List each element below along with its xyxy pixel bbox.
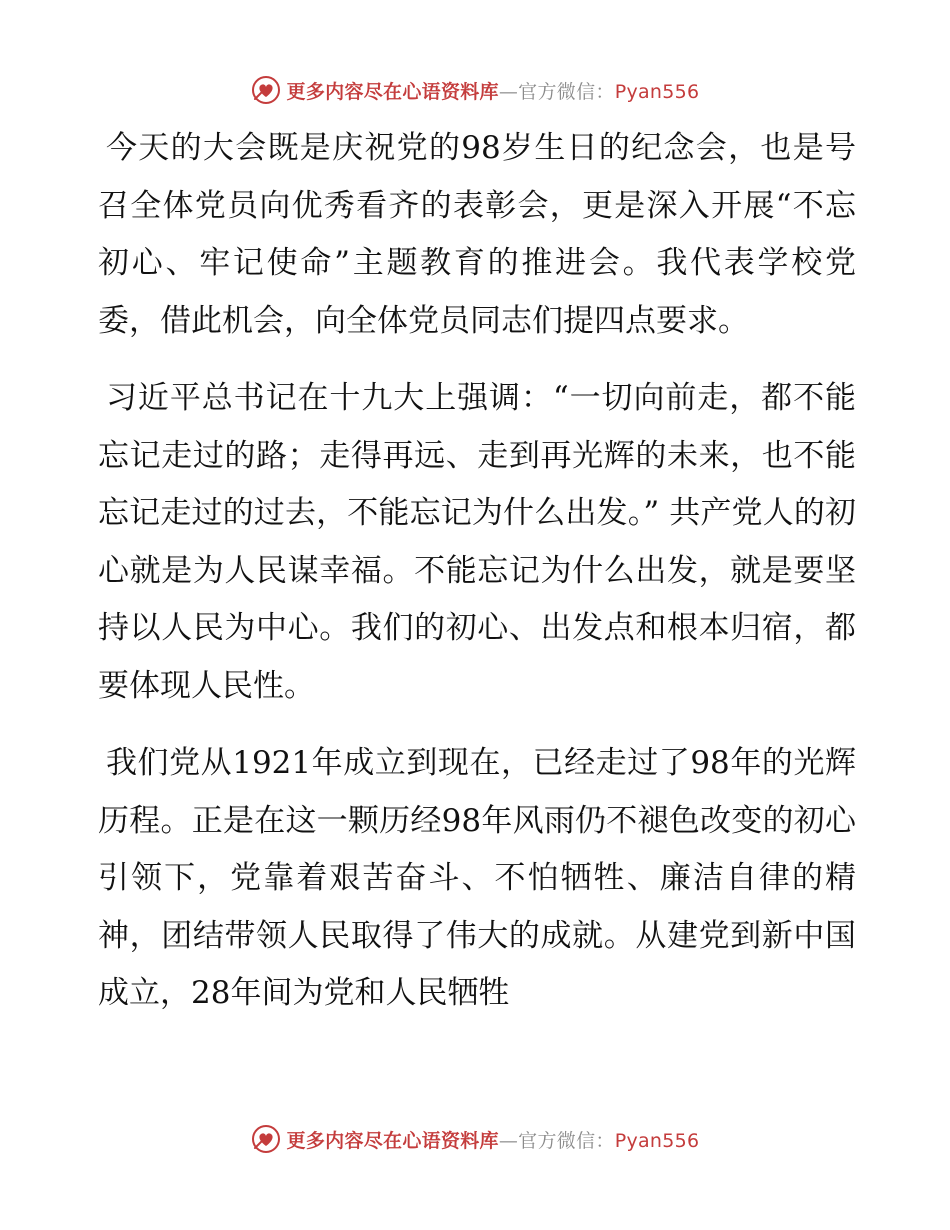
document-body (98, 120, 856, 1023)
watermark-separator: — (498, 1129, 519, 1152)
header-watermark-text (287, 77, 700, 104)
watermark-wechat-label: 官方微信： (518, 1129, 615, 1152)
heart-logo-icon (251, 75, 281, 105)
footer-watermark-text (287, 1126, 700, 1153)
heart-logo-icon (251, 1124, 281, 1154)
watermark-wechat-id: Pyan556 (614, 1129, 700, 1152)
paragraph: 我们党从1921年成立到现在，已经走过了98年的光辉历程。正是在这一颗历经98年风雨仍不褪色改变的初心引领下，党靠着艰苦奋斗、不怕牺牲、廉洁自律的精神，团结带领人民取得了伟大的成就。从建党到新中国成立，28年间为党和人民牺牲 (98, 745, 856, 1011)
footer-watermark-banner (0, 1121, 950, 1157)
watermark-separator: — (498, 80, 519, 103)
watermark-site-name: 更多内容尽在心语资料库 (286, 80, 499, 103)
paragraph: 习近平总书记在十九大上强调：“一切向前走，都不能忘记走过的路；走得再远、走到再光辉的未来，也不能忘记走过的过去，不能忘记为什么出发。” 共产党人的初心就是为人民谋幸福。不能忘记为什么出发，就是要坚持以人民为中心。我们的初心、出发点和根本归宿，都要体现人民性。 (98, 380, 856, 704)
watermark-site-name: 更多内容尽在心语资料库 (286, 1129, 499, 1152)
header-watermark-banner (0, 72, 950, 108)
watermark-wechat-id: Pyan556 (614, 80, 700, 103)
watermark-wechat-label: 官方微信： (518, 80, 615, 103)
paragraph: 今天的大会既是庆祝党的98岁生日的纪念会，也是号召全体党员向优秀看齐的表彰会，更是深入开展“不忘初心、牢记使命”主题教育的推进会。我代表学校党委，借此机会，向全体党员同志们提四点要求。 (98, 130, 856, 339)
